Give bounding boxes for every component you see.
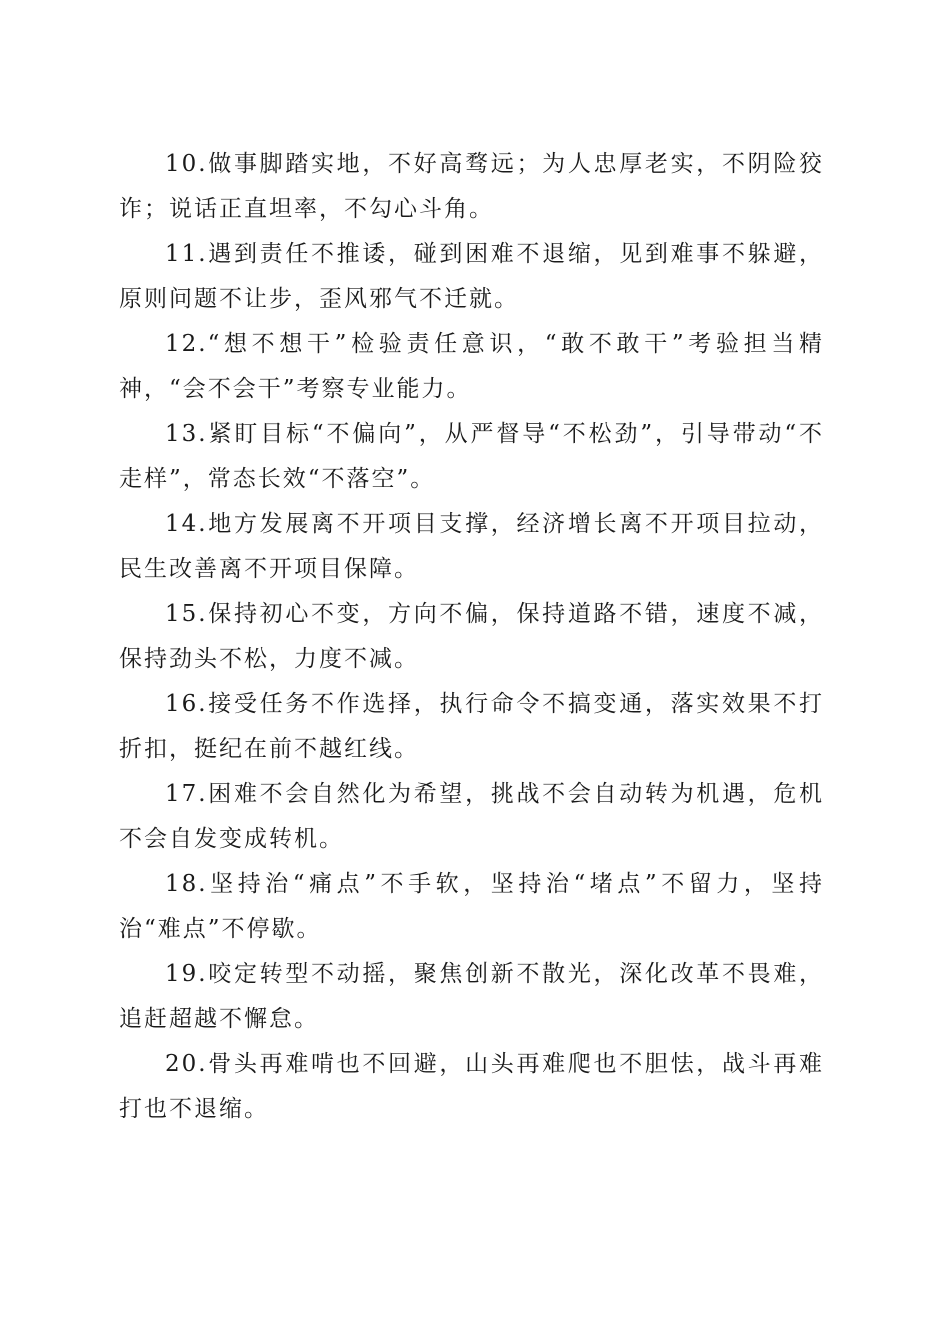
list-item: 17.困难不会自然化为希望，挑战不会自动转为机遇，危机不会自发变成转机。 xyxy=(119,781,824,852)
list-item: 11.遇到责任不推诿，碰到困难不退缩，见到难事不躲避，原则问题不让步，歪风邪气不迁就。 xyxy=(119,241,824,312)
list-item: 18.坚持治“痛点”不手软，坚持治“堵点”不留力，坚持治“难点”不停歇。 xyxy=(119,871,824,942)
list-item: 13.紧盯目标“不偏向”，从严督导“不松劲”，引导带动“不走样”，常态长效“不落空”。 xyxy=(119,421,824,492)
list-item: 16.接受任务不作选择，执行命令不搞变通，落实效果不打折扣，挺纪在前不越红线。 xyxy=(119,691,824,762)
list-item: 12.“想不想干”检验责任意识，“敢不敢干”考验担当精神，“会不会干”考察专业能力。 xyxy=(119,331,824,402)
list-item: 15.保持初心不变，方向不偏，保持道路不错，速度不减，保持劲头不松，力度不减。 xyxy=(119,601,824,672)
list-item: 20.骨头再难啃也不回避，山头再难爬也不胆怯，战斗再难打也不退缩。 xyxy=(119,1051,824,1122)
document-body xyxy=(119,142,824,1132)
list-item: 10.做事脚踏实地，不好高骛远；为人忠厚老实，不阴险狡诈；说话正直坦率，不勾心斗角。 xyxy=(119,151,824,222)
list-item: 19.咬定转型不动摇，聚焦创新不散光，深化改革不畏难，追赶超越不懈怠。 xyxy=(119,961,824,1032)
list-item: 14.地方发展离不开项目支撑，经济增长离不开项目拉动，民生改善离不开项目保障。 xyxy=(119,511,824,582)
